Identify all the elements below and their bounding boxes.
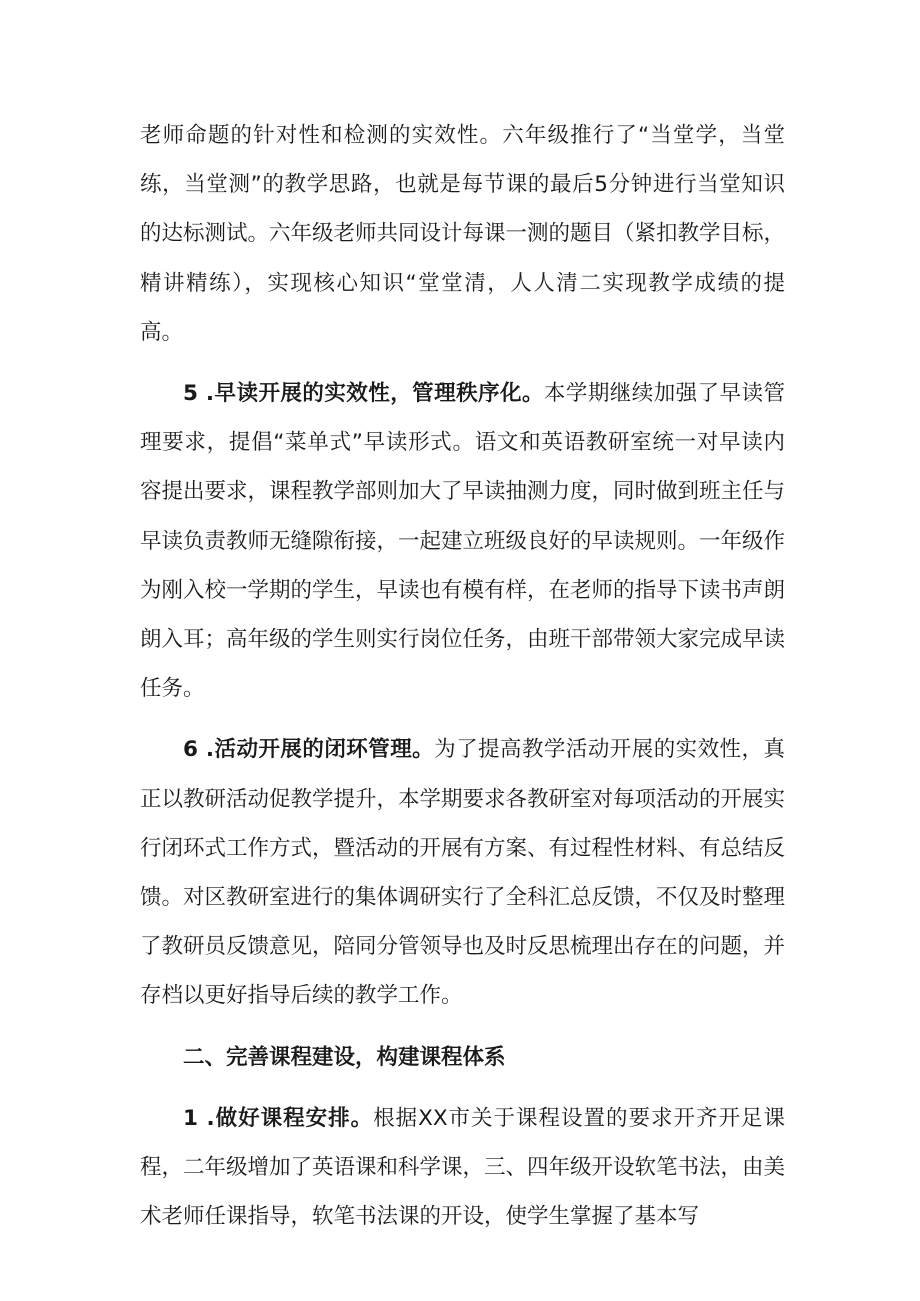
paragraph-closed-loop (140, 725, 785, 1020)
section-heading: 二、完善课程建设，构建课程体系 (183, 1044, 506, 1070)
paragraph-lead: 5 .早读开展的实效性，管理秩序化。 (183, 381, 544, 407)
paragraph-early-reading (140, 369, 785, 713)
paragraph-text: 为了提高教学活动开展的实效性，真正以教研活动促教学提升，本学期要求各教研室对每项活动的开展实行闭环式工作方式，暨活动的开展有方案、有过程性材料、有总结反馈。对区教研室进行的集体调研实行了全科汇总反馈，不仅及时整理了教研员反馈意见，陪同分管领导也及时反思梳理出存在的问题，并存档以更好指导后续的教学工作。 (140, 737, 786, 1009)
paragraph-text: 根据XX市关于课程设置的要求开齐开足课程，二年级增加了英语课和科学课，三、四年级开设软笔书法，由美术老师任课指导，软笔书法课的开设，使学生掌握了基本写 (140, 1105, 786, 1230)
paragraph-text: 本学期继续加强了早读管理要求，提倡“菜单式”早读形式。语文和英语教研室统一对早读内容提出要求，课程教学部则加大了早读抽测力度，同时做到班主任与早读负责教师无缝隙衔接，一起建立班级良好的早读规则。一年级作为刚入校一学期的学生，早读也有模有样，在老师的指导下读书声朗朗入耳；高年级的学生则实行岗位任务，由班干部带领大家完成早读任务。 (140, 381, 786, 702)
paragraph-course-arrangement (140, 1094, 785, 1242)
document-body (140, 111, 785, 1253)
paragraph-continuation (140, 111, 785, 357)
paragraph-text: 老师命题的针对性和检测的实效性。六年级推行了“当堂学，当堂练，当堂测”的教学思路，也就是每节课的最后5分钟进行当堂知识的达标测试。六年级老师共同设计每课一测的题目（紧扣教学目标，精讲精练），实现核心知识“堂堂清，人人清二实现教学成绩的提高。 (140, 123, 786, 345)
paragraph-lead: 6 .活动开展的闭环管理。 (183, 737, 435, 763)
paragraph-lead: 1 .做好课程安排。 (183, 1105, 374, 1131)
